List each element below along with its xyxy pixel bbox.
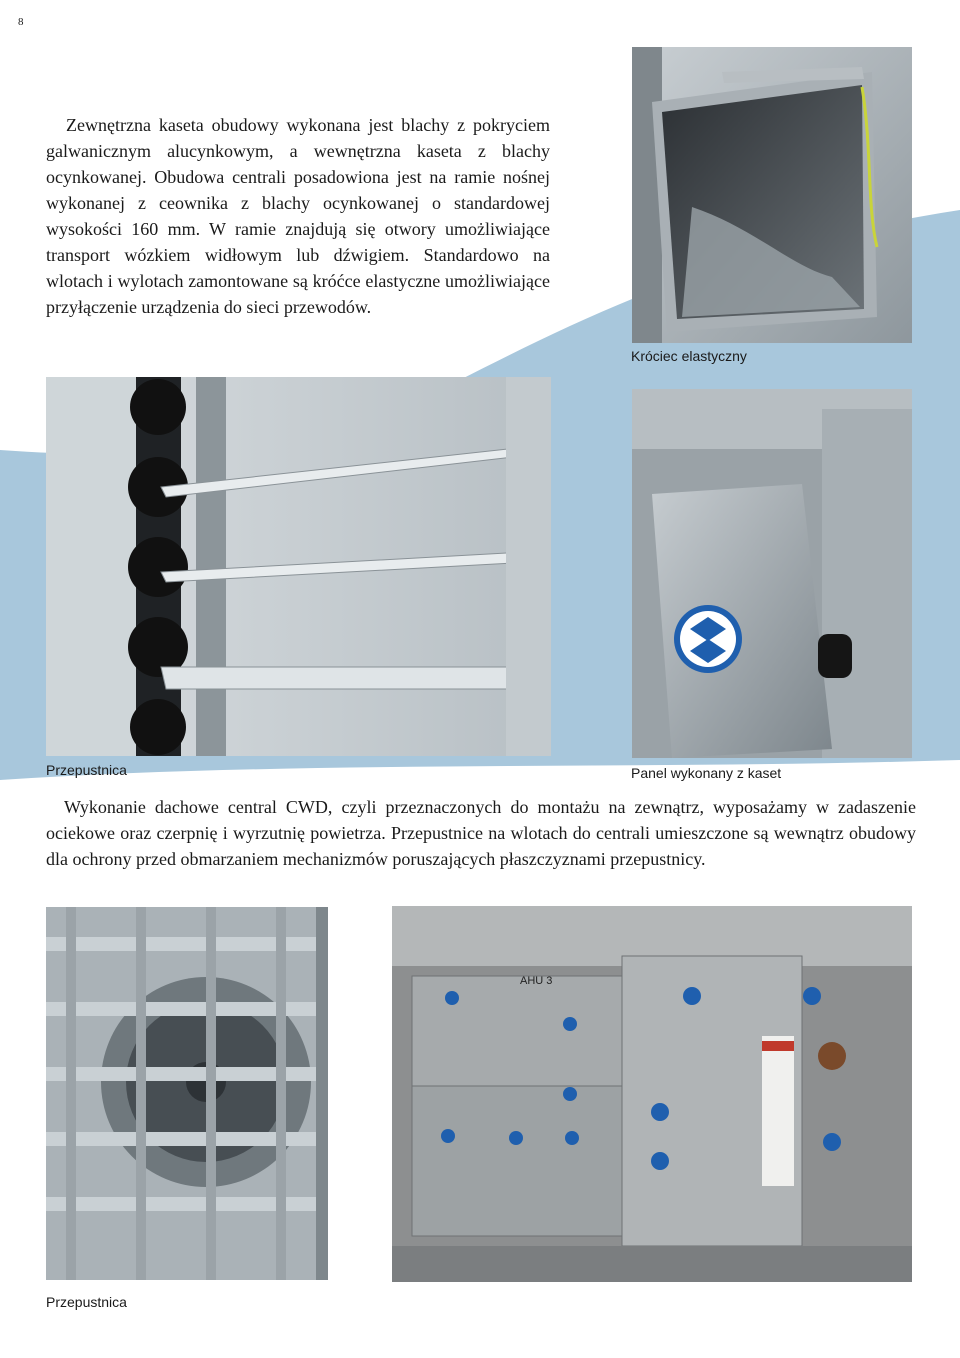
rooftop-paragraph — [46, 794, 916, 872]
damper-photo — [46, 377, 551, 756]
intro-paragraph — [46, 112, 550, 320]
cassette-panel-caption: Panel wykonany z kaset — [631, 765, 782, 781]
cassette-panel-photo — [632, 389, 912, 758]
flexible-connector-caption: Króciec elastyczny — [631, 348, 747, 364]
page-number: 8 — [18, 16, 24, 28]
intro-text: Zewnętrzna kaseta obudowy wykonana jest blachy z pokryciem galwanicznym alucynkowym, a wewnętrzna kaseta z blachy ocynkowanej. Obudowa centrali posadowiona jest na ramie nośnej wykonanej z ceownika z blachy ocynkowanej o standardowej wysokości 160 mm. W ramie znajdują się otwory umożliwiające transport wózkiem widłowym lub dźwigiem. Standardowo na wlotach i wylotach zamontowane są króćce elastyczne umożliwiające przyłączenie urządzenia do sieci przewodów. — [46, 115, 550, 317]
ahu-installation-photo — [392, 906, 912, 1282]
damper-caption-bottom: Przepustnica — [46, 1294, 127, 1310]
damper-fan-photo — [46, 907, 328, 1280]
damper-caption-top: Przepustnica — [46, 762, 127, 778]
flexible-connector-photo — [632, 47, 912, 343]
rooftop-text: Wykonanie dachowe central CWD, czyli przeznaczonych do montażu na zewnątrz, wyposażamy w zadaszenie ociekowe oraz czerpnię i wyrzutnię powietrza. Przepustnice na wlotach do centrali umieszczone są wewnątrz obudowy dla ochrony przed obmarzaniem mechanizmów poruszających płaszczyznami przepustnicy. — [46, 797, 916, 869]
ahu-tag: AHU 3 — [520, 975, 553, 987]
